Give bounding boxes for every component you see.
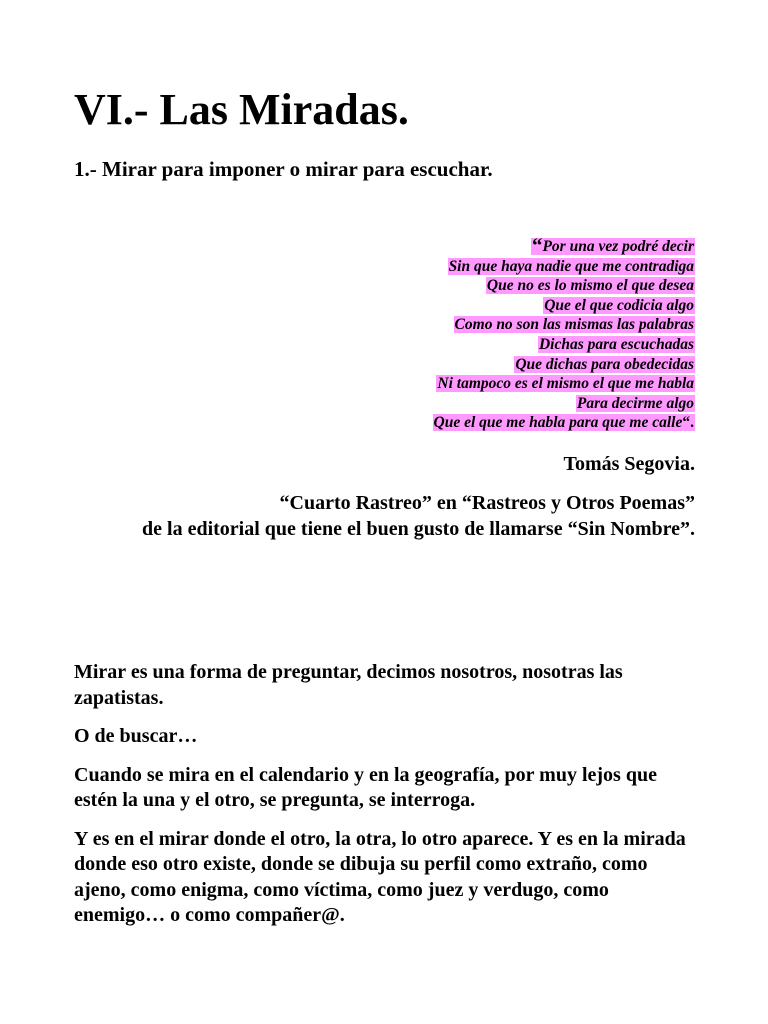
source-line-1: “Cuarto Rastreo” en “Rastreos y Otros Poemas”	[279, 492, 695, 514]
poem-epigraph	[215, 233, 695, 433]
poem-line-text: Ni tampoco es el mismo el que me habla	[437, 375, 694, 393]
poem-line	[215, 296, 695, 316]
poem-line-text: Que dichas para obedecidas	[515, 355, 694, 373]
section-title: 1.- Mirar para imponer o mirar para escuchar.	[74, 157, 493, 181]
paragraph: Y es en el mirar donde el otro, la otra, lo otro aparece. Y es en la mirada donde eso otro existe, donde se dibuja su perfil como extraño, como ajeno, como enigma, como víctima, como juez y verdugo, como enemigo… o como compañer@.	[74, 827, 686, 926]
chapter-title: VI.- Las Miradas.	[74, 85, 409, 134]
poem-line	[215, 257, 695, 277]
poem-line	[215, 276, 695, 296]
poem-line-text: Que el que me habla para que me calle	[433, 414, 683, 432]
poem-line	[215, 374, 695, 394]
poem-source	[135, 490, 695, 542]
poem-line	[215, 233, 695, 257]
poem-line-text: Que no es lo mismo el que desea	[486, 277, 694, 295]
poem-line	[215, 315, 695, 335]
poem-line-text: Sin que haya nadie que me contradiga	[448, 257, 694, 275]
paragraph: Mirar es una forma de preguntar, decimos nosotros, nosotras las zapatistas.	[74, 661, 623, 709]
poem-close-quote: “.	[682, 414, 694, 432]
poem-line	[215, 355, 695, 375]
poem-line	[215, 413, 695, 433]
poem-line-text: Por una vez podré decir	[542, 238, 694, 255]
paragraph: O de buscar…	[74, 725, 198, 747]
poem-line-text: Dichas para escuchadas	[538, 335, 694, 353]
poem-line	[215, 335, 695, 355]
poem-author: Tomás Segovia.	[563, 453, 695, 475]
body-text	[74, 660, 695, 942]
source-line-2: de la editorial que tiene el buen gusto de llamarse “Sin Nombre”.	[142, 518, 695, 540]
poem-open-quote: “	[531, 233, 543, 257]
poem-line-text: Como no son las mismas las palabras	[454, 316, 694, 334]
poem-line-text: Para decirme algo	[576, 394, 694, 412]
poem-line	[215, 394, 695, 414]
poem-line-text: Que el que codicia algo	[544, 296, 694, 314]
paragraph: Cuando se mira en el calendario y en la geografía, por muy lejos que estén la una y el otro, se pregunta, se interroga.	[74, 763, 657, 811]
